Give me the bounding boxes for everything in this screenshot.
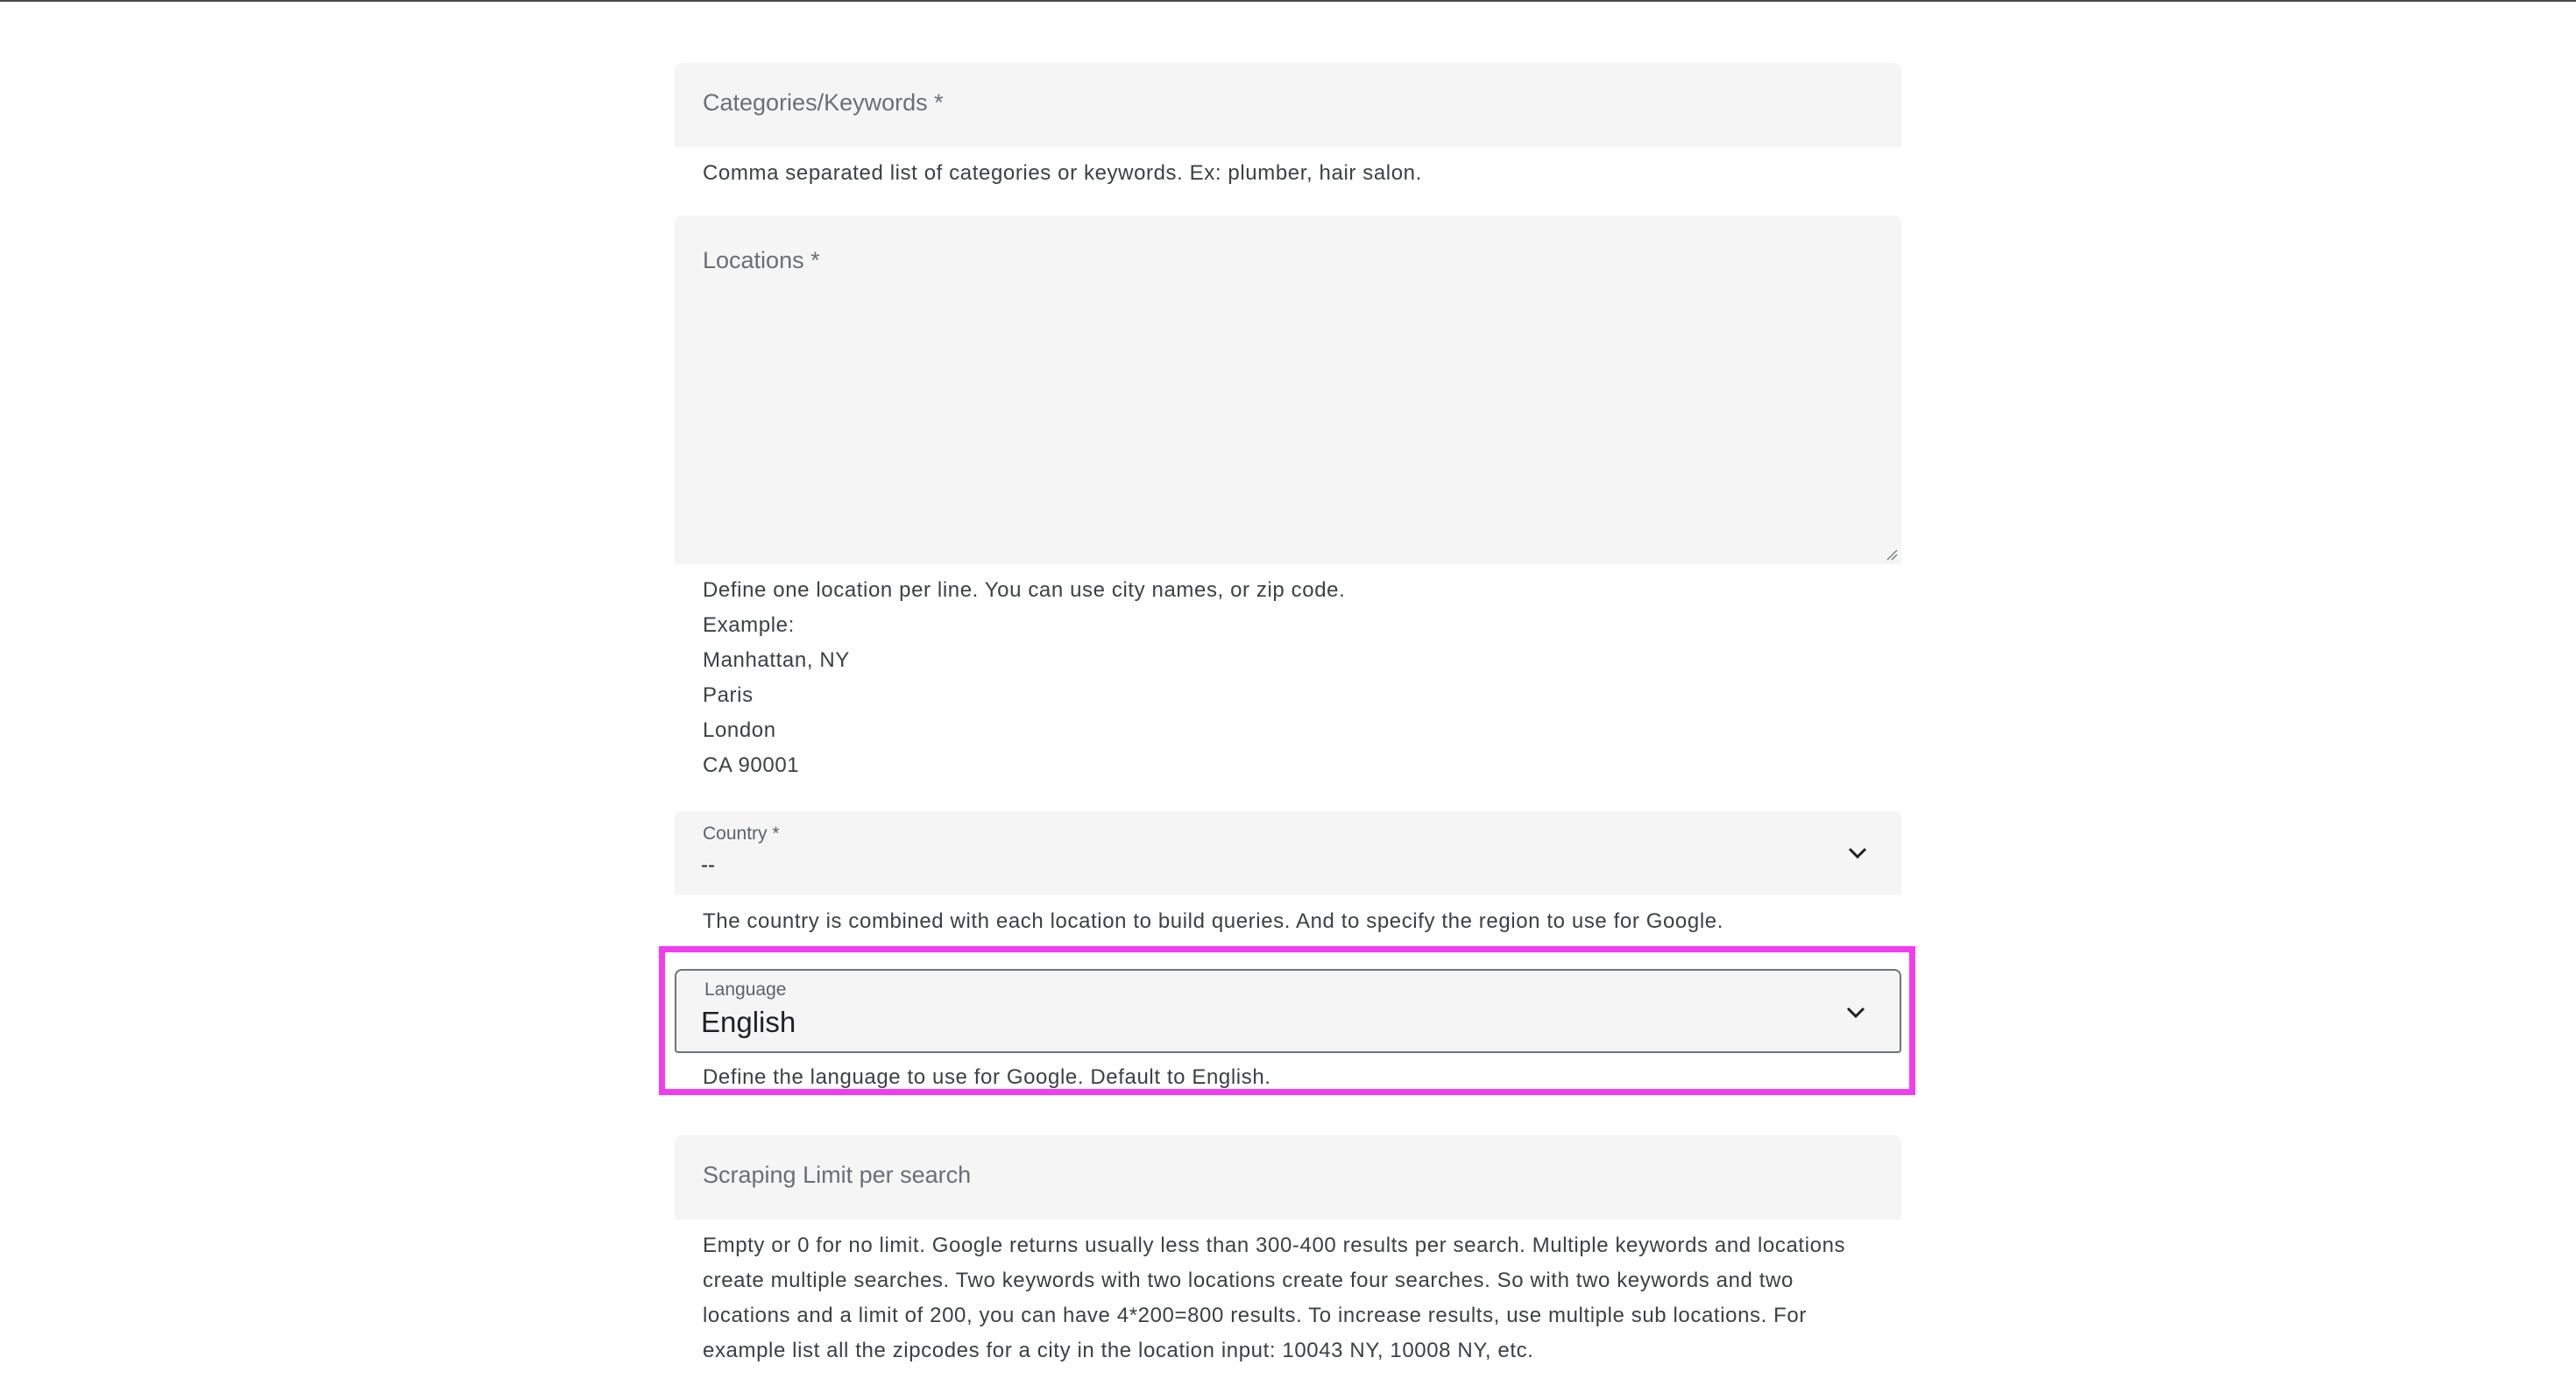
language-highlight-box xyxy=(659,946,1915,1095)
locations-helper-line: Paris xyxy=(703,683,754,707)
locations-helper-line: Manhattan, NY xyxy=(703,648,850,672)
categories-keywords-placeholder: Categories/Keywords * xyxy=(703,89,944,116)
language-value: English xyxy=(701,1006,796,1038)
top-divider xyxy=(0,0,2576,2)
scraping-limit-helper-line: create multiple searches. Two keywords with two locations create four searches. So with two keywords and two xyxy=(703,1269,1794,1292)
categories-keywords-helper-text: Comma separated list of categories or keywords. Ex: plumber, hair salon. xyxy=(703,161,1422,185)
country-value: -- xyxy=(701,853,715,877)
country-helper-text: The country is combined with each location to build queries. And to specify the region to use for Google. xyxy=(703,909,1723,933)
locations-helper-line: CA 90001 xyxy=(703,753,800,777)
locations-helper-line: London xyxy=(703,718,776,742)
scraping-limit-helper-line: example list all the zipcodes for a city in the location input: 10043 NY, 10008 NY, etc. xyxy=(703,1339,1534,1362)
country-select[interactable] xyxy=(675,811,1901,895)
country-label: Country * xyxy=(703,824,780,844)
search-form xyxy=(675,63,1901,1368)
locations-placeholder: Locations * xyxy=(703,247,820,273)
chevron-down-icon[interactable] xyxy=(1847,846,1868,860)
categories-keywords-helper xyxy=(675,156,1901,207)
scraping-limit-helper-line: Empty or 0 for no limit. Google returns usually less than 300-400 results per search. Multiple keywords and locations xyxy=(703,1234,1846,1257)
locations-helper-line: Define one location per line. You can use city names, or zip code. xyxy=(703,578,1346,602)
language-helper-text: Define the language to use for Google. Default to English. xyxy=(703,1065,1271,1089)
locations-helper xyxy=(675,573,1901,783)
scraping-limit-input[interactable] xyxy=(675,1135,1901,1220)
locations-textarea[interactable] xyxy=(675,216,1901,564)
scraping-limit-placeholder: Scraping Limit per search xyxy=(703,1162,972,1188)
locations-helper-line: Example: xyxy=(703,613,795,637)
scraping-limit-helper-line: locations and a limit of 200, you can have 4*200=800 results. To increase results, use multiple sub locations. For xyxy=(703,1304,1807,1327)
resize-grip-icon[interactable] xyxy=(1886,548,1898,561)
categories-keywords-input[interactable] xyxy=(675,63,1901,147)
language-label: Language xyxy=(704,979,787,1000)
scraping-limit-helper xyxy=(675,1228,1901,1368)
